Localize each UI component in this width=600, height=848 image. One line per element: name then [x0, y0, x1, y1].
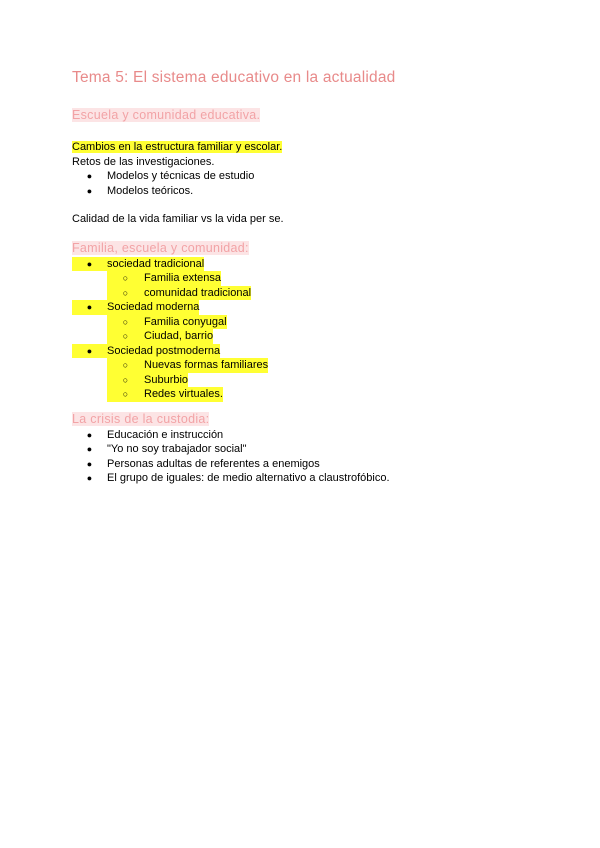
- section-heading: La crisis de la custodia:: [72, 411, 210, 426]
- sub-bullet-icon: ○: [107, 286, 144, 301]
- sub-bullet-icon: ○: [107, 315, 144, 330]
- bullet-icon: ●: [86, 185, 93, 196]
- sub-bullet-icon: ○: [107, 271, 144, 286]
- sub-bullet-icon: ○: [107, 373, 144, 388]
- section-escuela: [72, 106, 532, 227]
- list-item: ● Modelos teóricos.: [72, 184, 532, 199]
- sub-list-item: ○ Familia extensa: [72, 271, 532, 286]
- section-heading: Escuela y comunidad educativa.: [72, 108, 261, 122]
- sub-list-item: ○ Nuevas formas familiares: [72, 358, 532, 373]
- text-line: Calidad de la vida familiar vs la vida per se.: [72, 213, 284, 225]
- text-line: Retos de las investigaciones.: [72, 155, 215, 168]
- list-item: ● Personas adultas de referentes a enemigos: [72, 457, 532, 472]
- bullet-list: [72, 257, 532, 402]
- sub-list-item: ○ comunidad tradicional: [72, 286, 532, 301]
- section-familia: [72, 239, 532, 402]
- bullet-icon: ●: [72, 257, 107, 272]
- list-item: ● Modelos y técnicas de estudio: [72, 169, 532, 184]
- page-title: Tema 5: El sistema educativo en la actualidad: [72, 69, 396, 86]
- sub-bullet-icon: ○: [107, 358, 144, 373]
- list-item: ● Educación e instrucción: [72, 428, 532, 443]
- sub-list-item: ○ Familia conyugal: [72, 315, 532, 330]
- section-crisis: [72, 410, 532, 486]
- bullet-icon: ●: [86, 458, 93, 469]
- list-item: ● El grupo de iguales: de medio alternativo a claustrofóbico.: [72, 471, 532, 486]
- sub-list-item: ○ Redes virtuales.: [72, 387, 532, 402]
- bullet-list: [72, 428, 532, 486]
- list-item: ● Sociedad postmoderna ○ Nuevas formas familiares ○ Suburbio ○ Redes virtuales.: [72, 344, 532, 402]
- bullet-icon: ●: [72, 300, 107, 315]
- bullet-icon: ●: [86, 473, 93, 483]
- highlighted-line: Cambios en la estructura familiar y escolar.: [72, 141, 283, 153]
- section-heading: Familia, escuela y comunidad:: [72, 240, 249, 255]
- bullet-list: [72, 169, 532, 198]
- bullet-icon: ●: [72, 344, 107, 359]
- list-item: ● sociedad tradicional ○ Familia extensa ○ comunidad tradicional: [72, 257, 532, 301]
- bullet-icon: ●: [86, 429, 93, 440]
- list-item: ● Sociedad moderna ○ Familia conyugal ○ Ciudad, barrio: [72, 300, 532, 344]
- list-item: ● "Yo no soy trabajador social": [72, 442, 532, 457]
- bullet-icon: ●: [86, 444, 93, 454]
- sub-bullet-icon: ○: [107, 387, 144, 402]
- sub-list-item: ○ Suburbio: [72, 373, 532, 388]
- sub-list-item: ○ Ciudad, barrio: [72, 329, 532, 344]
- sub-bullet-icon: ○: [107, 329, 144, 344]
- document-page: [72, 68, 532, 486]
- bullet-icon: ●: [86, 171, 93, 181]
